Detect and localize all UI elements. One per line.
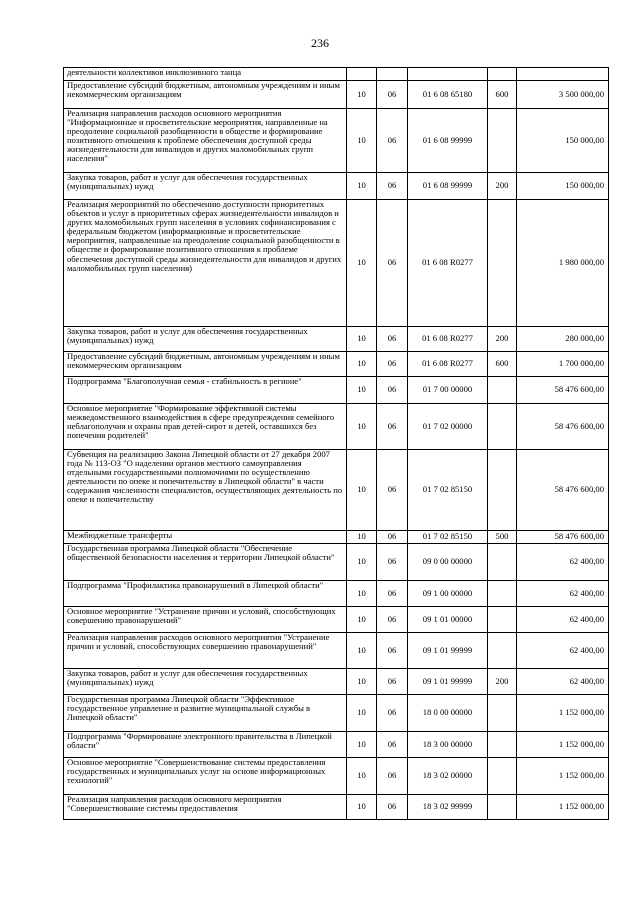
cell-name: Подпрограмма "Формирование электронного правительства в Липецкой области"	[64, 732, 347, 758]
cell-expense-type	[488, 377, 517, 404]
cell-subsection: 06	[377, 581, 408, 607]
cell-expense-type	[488, 732, 517, 758]
cell-target-article: 01 6 08 R0277	[408, 327, 488, 352]
table-row	[64, 732, 609, 758]
cell-name: Закупка товаров, работ и услуг для обеспечения государственных (муниципальных) нужд	[64, 669, 347, 695]
table-row	[64, 795, 609, 820]
table-row	[64, 450, 609, 531]
cell-target-article: 01 6 08 99999	[408, 173, 488, 200]
cell-expense-type: 500	[488, 531, 517, 544]
cell-name: Закупка товаров, работ и услуг для обеспечения государственных (муниципальных) нужд	[64, 173, 347, 200]
cell-expense-type	[488, 544, 517, 581]
cell-target-article: 09 1 00 00000	[408, 581, 488, 607]
cell-target-article: 01 6 08 65180	[408, 81, 488, 109]
cell-subsection: 06	[377, 607, 408, 633]
cell-amount: 62 400,00	[517, 669, 609, 695]
cell-expense-type	[488, 633, 517, 669]
cell-amount: 62 400,00	[517, 544, 609, 581]
cell-subsection: 06	[377, 795, 408, 820]
cell-section: 10	[347, 200, 377, 327]
cell-section: 10	[347, 544, 377, 581]
cell-section: 10	[347, 81, 377, 109]
cell-section: 10	[347, 352, 377, 377]
table-row	[64, 544, 609, 581]
cell-subsection: 06	[377, 173, 408, 200]
cell-amount: 58 476 600,00	[517, 404, 609, 450]
cell-subsection: 06	[377, 758, 408, 795]
cell-target-article: 09 1 01 99999	[408, 669, 488, 695]
cell-section: 10	[347, 109, 377, 173]
cell-expense-type	[488, 109, 517, 173]
cell-subsection: 06	[377, 633, 408, 669]
cell-target-article	[408, 68, 488, 81]
cell-section: 10	[347, 607, 377, 633]
table-row	[64, 633, 609, 669]
page-number: 236	[311, 36, 329, 50]
cell-section: 10	[347, 581, 377, 607]
cell-section: 10	[347, 695, 377, 732]
cell-expense-type	[488, 200, 517, 327]
cell-target-article: 01 7 02 00000	[408, 404, 488, 450]
table-row	[64, 581, 609, 607]
table-row	[64, 695, 609, 732]
cell-section: 10	[347, 377, 377, 404]
cell-expense-type	[488, 758, 517, 795]
table-row	[64, 758, 609, 795]
cell-expense-type	[488, 404, 517, 450]
cell-target-article: 09 1 01 99999	[408, 633, 488, 669]
cell-section: 10	[347, 404, 377, 450]
cell-target-article: 09 0 00 00000	[408, 544, 488, 581]
cell-name: Субвенция на реализацию Закона Липецкой области от 27 декабря 2007 года № 113-ОЗ "О наделении органов местного самоуправления отдельными государственными полномочиями по осуществлению деятельности по опеке и попечительству в Липецкой области" в части содержания численности специалистов, осуществляющих деятельность по опеке и попечительству	[64, 450, 347, 531]
cell-name: Основное мероприятие "Совершенствование системы предоставления государственных и муниципальных услуг на основе информационных технологий"	[64, 758, 347, 795]
cell-amount: 58 476 600,00	[517, 531, 609, 544]
cell-name: Подпрограмма "Профилактика правонарушений в Липецкой области"	[64, 581, 347, 607]
cell-subsection: 06	[377, 544, 408, 581]
cell-target-article: 01 6 08 99999	[408, 109, 488, 173]
table-row	[64, 327, 609, 352]
cell-amount: 1 980 000,00	[517, 200, 609, 327]
cell-subsection	[377, 68, 408, 81]
cell-section	[347, 68, 377, 81]
cell-amount: 1 152 000,00	[517, 732, 609, 758]
cell-name: Реализация направления расходов основного мероприятия "Информационные и просветительские мероприятия, направленные на преодоление социальной разобщенности в обществе и формирование позитивного отношения к проблеме обеспечения доступной среды жизнедеятельности для инвалидов и других маломобильных групп населения"	[64, 109, 347, 173]
cell-target-article: 01 6 08 R0277	[408, 200, 488, 327]
cell-name: Предоставление субсидий бюджетным, автономным учреждениям и иным некоммерческим организациям	[64, 352, 347, 377]
budget-table	[63, 67, 609, 820]
cell-amount: 280 000,00	[517, 327, 609, 352]
cell-subsection: 06	[377, 200, 408, 327]
cell-target-article: 09 1 01 00000	[408, 607, 488, 633]
cell-expense-type: 200	[488, 327, 517, 352]
cell-section: 10	[347, 450, 377, 531]
cell-amount: 58 476 600,00	[517, 450, 609, 531]
cell-expense-type	[488, 607, 517, 633]
cell-name: деятельности коллективов инклюзивного танца	[64, 68, 347, 81]
cell-name: Закупка товаров, работ и услуг для обеспечения государственных (муниципальных) нужд	[64, 327, 347, 352]
cell-amount: 1 152 000,00	[517, 695, 609, 732]
cell-subsection: 06	[377, 404, 408, 450]
cell-subsection: 06	[377, 327, 408, 352]
cell-name: Государственная программа Липецкой области "Обеспечение общественной безопасности населения и территории Липецкой области"	[64, 544, 347, 581]
cell-subsection: 06	[377, 531, 408, 544]
cell-subsection: 06	[377, 732, 408, 758]
cell-amount: 150 000,00	[517, 109, 609, 173]
cell-subsection: 06	[377, 377, 408, 404]
cell-name: Реализация направления расходов основного мероприятия "Устранение причин и условий, способствующих совершению правонарушений"	[64, 633, 347, 669]
table-row	[64, 531, 609, 544]
cell-expense-type	[488, 795, 517, 820]
table-row	[64, 377, 609, 404]
table-row	[64, 109, 609, 173]
table-row	[64, 200, 609, 327]
cell-amount: 58 476 600,00	[517, 377, 609, 404]
cell-amount: 1 152 000,00	[517, 758, 609, 795]
cell-subsection: 06	[377, 352, 408, 377]
cell-amount: 62 400,00	[517, 581, 609, 607]
cell-subsection: 06	[377, 450, 408, 531]
cell-section: 10	[347, 327, 377, 352]
cell-expense-type: 200	[488, 173, 517, 200]
cell-name: Государственная программа Липецкой области "Эффективное государственное управление и развитие муниципальной службы в Липецкой области"	[64, 695, 347, 732]
cell-amount: 1 152 000,00	[517, 795, 609, 820]
cell-subsection: 06	[377, 669, 408, 695]
table-row	[64, 669, 609, 695]
cell-amount	[517, 68, 609, 81]
cell-name: Межбюджетные трансферты	[64, 531, 347, 544]
cell-section: 10	[347, 758, 377, 795]
cell-section: 10	[347, 732, 377, 758]
cell-expense-type: 200	[488, 669, 517, 695]
cell-expense-type	[488, 450, 517, 531]
cell-expense-type	[488, 68, 517, 81]
cell-amount: 62 400,00	[517, 633, 609, 669]
cell-target-article: 01 7 00 00000	[408, 377, 488, 404]
table-row	[64, 607, 609, 633]
cell-expense-type: 600	[488, 81, 517, 109]
cell-expense-type: 600	[488, 352, 517, 377]
cell-target-article: 18 0 00 00000	[408, 695, 488, 732]
cell-amount: 62 400,00	[517, 607, 609, 633]
cell-section: 10	[347, 795, 377, 820]
cell-subsection: 06	[377, 109, 408, 173]
table-row	[64, 404, 609, 450]
cell-expense-type	[488, 695, 517, 732]
cell-subsection: 06	[377, 81, 408, 109]
cell-section: 10	[347, 531, 377, 544]
cell-target-article: 18 3 02 00000	[408, 758, 488, 795]
cell-target-article: 18 3 00 00000	[408, 732, 488, 758]
cell-target-article: 01 7 02 85150	[408, 531, 488, 544]
cell-amount: 150 000,00	[517, 173, 609, 200]
cell-subsection: 06	[377, 695, 408, 732]
cell-name: Предоставление субсидий бюджетным, автономным учреждениям и иным некоммерческим организациям	[64, 81, 347, 109]
cell-target-article: 01 6 08 R0277	[408, 352, 488, 377]
cell-section: 10	[347, 669, 377, 695]
cell-section: 10	[347, 173, 377, 200]
cell-amount: 3 500 000,00	[517, 81, 609, 109]
table-row	[64, 81, 609, 109]
cell-section: 10	[347, 633, 377, 669]
cell-expense-type	[488, 581, 517, 607]
cell-amount: 1 700 000,00	[517, 352, 609, 377]
cell-name: Основное мероприятие "Устранение причин и условий, способствующих совершению правонарушений"	[64, 607, 347, 633]
cell-target-article: 18 3 02 99999	[408, 795, 488, 820]
cell-name: Подпрограмма "Благополучная семья - стабильность в регионе"	[64, 377, 347, 404]
cell-target-article: 01 7 02 85150	[408, 450, 488, 531]
table-row	[64, 173, 609, 200]
budget-table-body	[64, 68, 609, 820]
table-row	[64, 352, 609, 377]
table-row	[64, 68, 609, 81]
cell-name: Реализация мероприятий по обеспечению доступности приоритетных объектов и услуг в приоритетных сферах жизнедеятельности инвалидов и других маломобильных групп населения в условиях софинансирования с федеральным бюджетом (информационные и просветительские мероприятия, направленные на преодоление социальной разобщенности в обществе и формирование позитивного отношения к проблеме обеспечения доступной среды жизнедеятельности для инвалидов и других маломобильных групп населения)	[64, 200, 347, 327]
cell-name: Основное мероприятие "Формирование эффективной системы межведомственного взаимодействия в сфере предупреждения семейного неблагополучия и охраны прав детей-сирот и детей, оставшихся без попечения родителей"	[64, 404, 347, 450]
cell-name: Реализация направления расходов основного мероприятия "Совершенствование системы предоставления	[64, 795, 347, 820]
